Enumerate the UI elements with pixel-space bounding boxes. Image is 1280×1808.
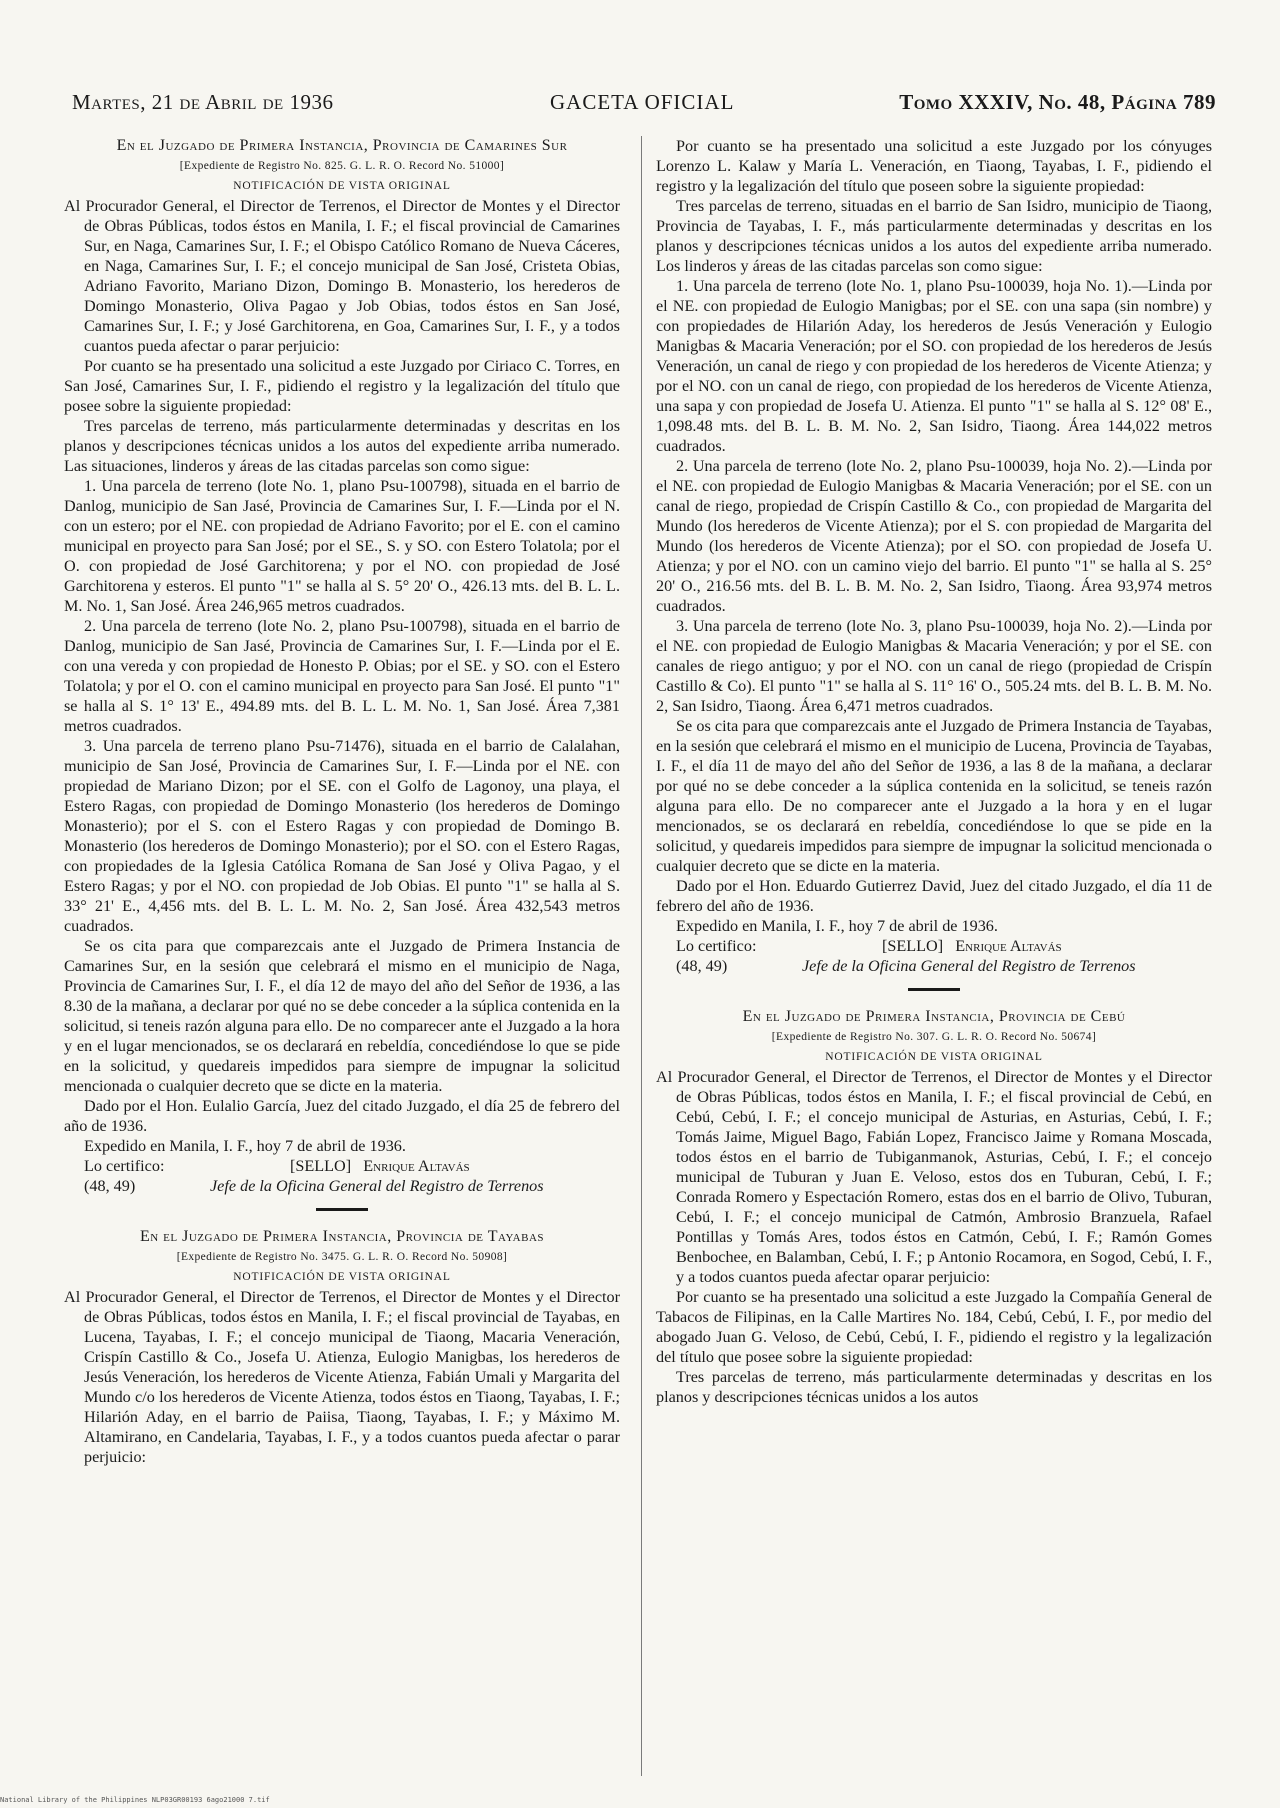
volume-page: Tomo XXXIV, No. 48, Página 789 xyxy=(899,90,1216,114)
notice-type: NOTIFICACIÓN DE VISTA ORIGINAL xyxy=(233,1271,451,1283)
notice-tayabas xyxy=(64,1227,620,1467)
right-column xyxy=(656,136,1212,1776)
scan-identifier: National Library of the Philippines NLP03GR00193 6ago21000 7.tif xyxy=(0,1796,270,1804)
notice-cebu xyxy=(656,1007,1212,1407)
paragraph: Por cuanto se ha presentado una solicitud a este Juzgado por los cónyuges Lorenzo L. Kalaw y María L. Veneración, en Tiaong, Tayabas, I. F., pidiendo el registro y la legalización del título que poseen sobre la siguiente propiedad: xyxy=(656,137,1212,195)
expediente-ref: [Expediente de Registro No. 307. G. L. R. O. Record No. 50674] xyxy=(771,1031,1097,1043)
addressees: Al Procurador General, el Director de Terrenos, el Director de Montes y el Director de Obras Públicas, todos éstos en Manila, I. F.; el fiscal provincial de Tayabas, en Lucena, Tayabas, I. F.; el concejo municipal de Tiaong, Macaria Veneración, Crispín Castillo & Co., Josefa U. Atienza, Eulogio Manigbas, los herederos de Jesús Veneración, los herederos de Vicente Atienza, Fabián Umali y Margarita del Mundo c/o los herederos de Vicente Atienza, todos éstos en Tiaong, Tayabas, I. F.; Hilarión Aday, en el barrio de Paiisa, Tiaong, Tayabas, I. F.; y Máximo M. Altamirano, en Candelaria, Tayabas, I. F., y a todos cuantos pueda afectar o parar perjuicio: xyxy=(64,1288,620,1466)
running-head xyxy=(64,84,1216,124)
certify-label: Lo certifico: xyxy=(676,937,757,955)
addressees: Al Procurador General, el Director de Terrenos, el Director de Montes y el Director de Obras Públicas, todos éstos en Manila, I. F.; el fiscal provincial de Cebú, en Cebú, Cebú, I. F.; el concejo municipal de Asturias, en Asturias, Cebú, I. F.; Tomás Jaime, Miguel Bago, Fabián Lopez, Francisco Jaime y Romana Moscada, todos éstos en el barrio de Tubiganmanok, Asturias, Cebú, I. F.; el concejo municipal de Tuburan y Juan E. Veloso, estos dos en Tuburan, Cebú, I. F.; Conrada Romero y Espectación Romero, estas dos en el barrio de Olivo, Tuburan, Cebú, I. F.; el concejo municipal de Catmón, Ambrosio Branzuela, Rafael Pontillas y Tomás Ares, todos éstos en Catmón, Cebú, I. F.; Ramón Gomes Benbochee, en Balamban, Cebú, I. F.; p Antonio Rocamora, en Sogod, Cebú, I. F., y a todos cuantos pueda afectar oparar perjuicio: xyxy=(656,1068,1212,1286)
paragraph: Expedido en Manila, I. F., hoy 7 de abril de 1936. xyxy=(84,1137,406,1155)
signer-title: Jefe de la Oficina General del Registro de Terrenos xyxy=(210,1177,544,1195)
signer-name: Enrique Altavás xyxy=(363,1157,470,1175)
paragraph: Expedido en Manila, I. F., hoy 7 de abril de 1936. xyxy=(676,917,998,935)
court-heading: En el Juzgado de Primera Instancia, Provincia de Camarines Sur xyxy=(116,137,568,154)
publication-title: GACETA OFICIAL xyxy=(550,90,735,114)
notice-tayabas-continued xyxy=(656,136,1212,976)
paragraph: Dado por el Hon. Eduardo Gutierrez David, Juez del citado Juzgado, el día 11 de febrero del año de 1936. xyxy=(656,877,1212,915)
paragraph: Dado por el Hon. Eulalio García, Juez del citado Juzgado, el día 25 de febrero del año de 1936. xyxy=(64,1097,620,1135)
seal-label: [SELLO] xyxy=(290,1157,352,1175)
paragraph: Tres parcelas de terreno, situadas en el barrio de San Isidro, municipio de Tiaong, Provincia de Tayabas, I. F., más particularmente determinadas y descritas en los planos y descripciones técnicas unidos a los autos del expediente arriba numerado. Los linderos y áreas de las citadas parcelas son como sigue: xyxy=(656,197,1212,275)
court-heading: En el Juzgado de Primera Instancia, Provincia de Cebú xyxy=(742,1008,1126,1025)
signature-block xyxy=(64,1156,620,1196)
paragraph: 1. Una parcela de terreno (lote No. 1, plano Psu-100798), situada en el barrio de Danlog, municipio de San Jasé, Provincia de Camarines Sur, I. F.—Linda por el N. con un estero; por el NE. con propiedad de Adriano Favorito; por el E. con el camino municipal en proyecto para San José; por el SE., S. y SO. con Estero Tolatola; por el O. con propiedad de José Garchitorena; y por el NO. con propiedad de José Garchitorena y esteros. El punto "1" se halla al S. 5° 20' O., 426.13 mts. del B. L. L. M. No. 1, San José. Área 246,965 metros cuadrados. xyxy=(64,477,620,615)
paragraph: Se os cita para que comparezcais ante el Juzgado de Primera Instancia de Camarines Sur, en la sesión que celebrará el mismo en el municipio de Naga, Provincia de Camarines Sur, I. F., el día 12 de mayo del año del Señor de 1936, a las 8.30 de la mañana, a declarar por qué no se debe conceder a la súplica contenida en la solicitud, si teneis razón alguna para ello. De no comparecer ante el Juzgado a la hora y en el lugar mencionados, se os declarará en rebeldía, concediéndose lo que se pide en la solicitud, y quedareis impedidos para siempre de impugnar la solicitud mencionada o cualquier decreto que se dicte en la materia. xyxy=(64,937,620,1095)
seal-label: [SELLO] xyxy=(882,937,944,955)
paragraph: 3. Una parcela de terreno plano Psu-71476), situada en el barrio de Calalahan, municipio de San José, Provincia de Camarines Sur, I. F.—Linda por el NE. con propiedad de Mariano Dizon; por el SE. con el Golfo de Lagonoy, una playa, el Estero Ragas, con propiedad de Domingo Monasterio (los herederos de Domingo Monasterio); por el S. con el Estero Ragas y con propiedad de Domingo B. Monasterio (los herederos de Domingo Monasterio); por el SO. con el Estero Ragas, con propiedades de la Iglesia Católica Romana de San José y Oliva Pagao, y el Estero Ragas; y por el NO. con propiedad de Job Obias. El punto "1" se halla al S. 33° 21' E., 4,456 mts. del B. L. L. M. No. 2, San José. Área 432,543 metros cuadrados. xyxy=(64,737,620,935)
paragraph: 3. Una parcela de terreno (lote No. 3, plano Psu-100039, hoja No. 2).—Linda por el NE. con propiedad de Eulogio Manigbas & Macaria Veneración; y por el SE. con canales de riego antiguo; y por el NO. con un canal de riego (propiedad de Crispín Castillo & Co). El punto "1" se halla al S. 11° 16' O., 505.24 mts. del B. L. B. M. No. 2, San Isidro, Tiaong. Área 6,471 metros cuadrados. xyxy=(656,617,1212,715)
expediente-ref: [Expediente de Registro No. 825. G. L. R. O. Record No. 51000] xyxy=(179,160,505,172)
issue-ref: (48, 49) xyxy=(84,1177,136,1195)
notice-divider xyxy=(316,1208,368,1211)
gazette-page xyxy=(64,84,1216,1784)
notice-camarines-sur xyxy=(64,136,620,1196)
paragraph: 2. Una parcela de terreno (lote No. 2, plano Psu-100798), situada en el barrio de Danlog, municipio de San Jasé, Provincia de Camarines Sur, I. F.—Linda por el E. con una vereda y con propiedad de Honesto P. Obias; por el SE. y SO. con el Estero Tolatola; y por el O. con el camino municipal en proyecto para San José. El punto "1" se halla al S. 1° 13' E., 494.89 mts. del B. L. L. M. No. 1, San José. Área 7,381 metros cuadrados. xyxy=(64,617,620,735)
paragraph: Tres parcelas de terreno, más particularmente determinadas y descritas en los planos y descripciones técnicas unidos a los autos del expediente arriba numerado. Las situaciones, linderos y áreas de las citadas parcelas son como sigue: xyxy=(64,417,620,475)
addressees: Al Procurador General, el Director de Terrenos, el Director de Montes y el Director de Obras Públicas, todos éstos en Manila, I. F.; el fiscal provincial de Camarines Sur, en Naga, Camarines Sur, I. F.; el Obispo Católico Romano de Nueva Cáceres, en Naga, Camarines Sur, I. F.; el concejo municipal de San José, Cristeta Obias, Adriano Favorito, Mariano Dizon, Domingo B. Monasterio, los herederos de Domingo Monasterio, Oliva Pagao y Job Obias, todos éstos en San José, Camarines Sur, I. F.; y José Garchitorena, en Goa, Camarines Sur, I. F., y a todos cuantos pueda afectar o parar perjuicio: xyxy=(64,197,620,355)
issue-date: Martes, 21 de Abril de 1936 xyxy=(72,90,334,114)
signer-title: Jefe de la Oficina General del Registro de Terrenos xyxy=(802,957,1136,975)
paragraph: 1. Una parcela de terreno (lote No. 1, plano Psu-100039, hoja No. 1).—Linda por el NE. con propiedad de Eulogio Manigbas; por el SE. con una sapa (sin nombre) y con propiedades de Hilarión Aday, los herederos de Jesús Veneración y Eulogio Manigbas & Macaria Veneración; por el SO. con propiedad de los herederos de Jesús Veneración, un canal de riego y con propiedad de los herederos de Vicente Atienza; y por el NO. con un canal de riego, con propiedad de los herederos de Vicente Atienza, una sapa y con propiedad de Josefa U. Atienza. El punto "1" se halla al S. 12° 08' E., 1,098.48 mts. del B. L. B. M. No. 2, San Isidro, Tiaong. Área 144,022 metros cuadrados. xyxy=(656,277,1212,455)
paragraph: Por cuanto se ha presentado una solicitud a este Juzgado la Compañía General de Tabacos de Filipinas, en la Calle Martires No. 184, Cebú, Cebú, I. F., por medio del abogado Juan G. Veloso, de Cebú, Cebú, I. F., pidiendo el registro y la legalización del título que posee sobre la siguiente propiedad: xyxy=(656,1288,1212,1366)
notice-type: NOTIFICACIÓN DE VISTA ORIGINAL xyxy=(233,180,451,192)
left-column xyxy=(64,136,620,1776)
paragraph: Se os cita para que comparezcais ante el Juzgado de Primera Instancia de Tayabas, en la sesión que celebrará el mismo en el municipio de Lucena, Provincia de Tayabas, I. F., el día 11 de mayo del año del Señor de 1936, a las 8 de la mañana, a declarar por qué no se debe conceder a la súplica contenida en la solicitud, se teneis razón alguna para ello. De no comparecer ante el Juzgado a la hora y en el lugar mencionados, se os declarará en rebeldía, concediéndose lo que se pide en la solicitud, y quedareis impedidos para siempre de impugnar la solicitud mencionada o cualquier decreto que se dicte en la materia. xyxy=(656,717,1212,875)
notice-divider xyxy=(908,988,960,991)
paragraph: 2. Una parcela de terreno (lote No. 2, plano Psu-100039, hoja No. 2).—Linda por el NE. con propiedad de Eulogio Manigbas & Macaria Veneración; por el SE. con un canal de riego, propiedad de Crispín Castillo & Co., con propiedad de Margarita del Mundo (los herederos de Vicente Atienza); por el S. con propiedad de Margarita del Mundo (los herederos de Vicente Atienza); por el SO. con propiedad de Josefa U. Atienza; y por el NO. con un camino viejo del barrio. El punto "1" se halla al S. 25° 20' O., 216.56 mts. del B. L. B. M. No. 2, San Isidro, Tiaong. Área 93,974 metros cuadrados. xyxy=(656,457,1212,615)
paragraph: Tres parcelas de terreno, más particularmente determinadas y descritas en los planos y descripciones técnicas unidos a los autos xyxy=(656,1368,1212,1406)
paragraph: Por cuanto se ha presentado una solicitud a este Juzgado por Ciriaco C. Torres, en San José, Camarines Sur, I. F., pidiendo el registro y la legalización del título que posee sobre la siguiente propiedad: xyxy=(64,357,620,415)
column-rule xyxy=(641,136,642,1776)
notice-type: NOTIFICACIÓN DE VISTA ORIGINAL xyxy=(825,1051,1043,1063)
signer-name: Enrique Altavás xyxy=(955,937,1062,955)
expediente-ref: [Expediente de Registro No. 3475. G. L. R. O. Record No. 50908] xyxy=(176,1251,508,1263)
certify-label: Lo certifico: xyxy=(84,1157,165,1175)
issue-ref: (48, 49) xyxy=(676,957,728,975)
court-heading: En el Juzgado de Primera Instancia, Provincia de Tayabas xyxy=(139,1228,545,1245)
signature-block xyxy=(656,936,1212,976)
